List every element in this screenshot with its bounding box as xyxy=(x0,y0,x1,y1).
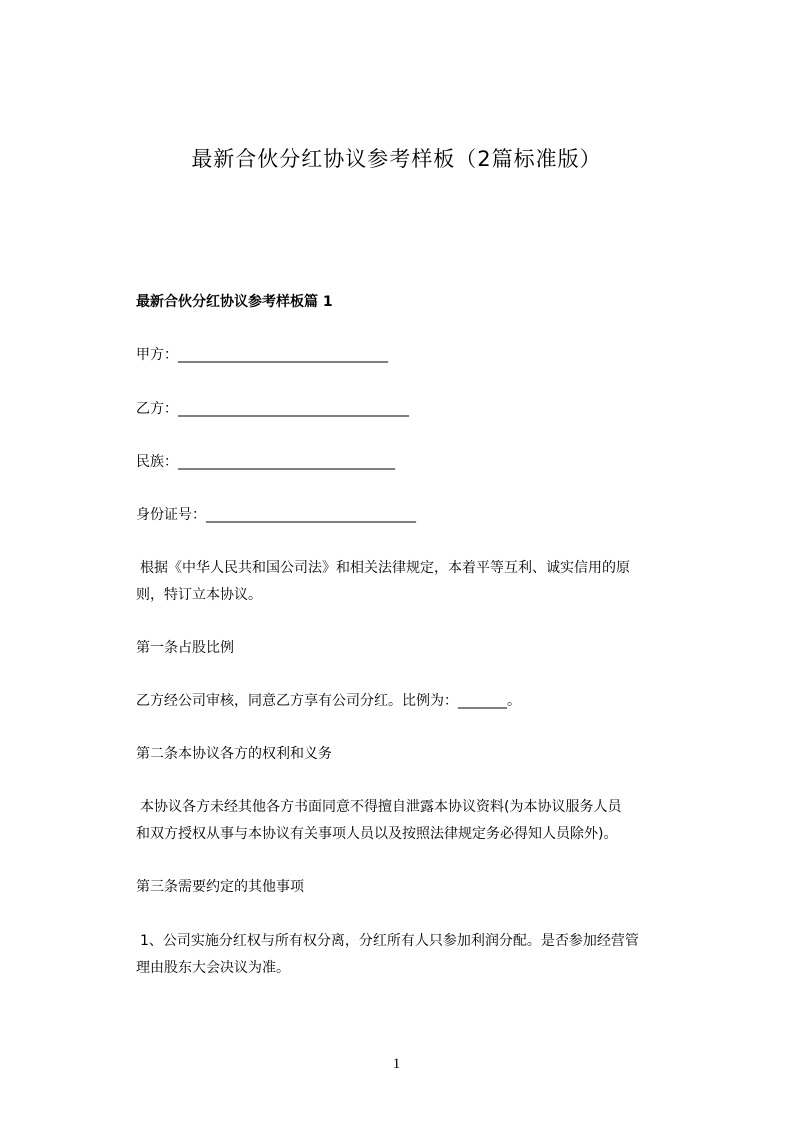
article-2-line-1: 本协议各方未经其他各方书面同意不得擅自泄露本协议资料(为本协议服务人员 xyxy=(140,799,622,815)
article-1-body: 乙方经公司审核，同意乙方享有公司分红。比例为：_______。 xyxy=(136,693,521,709)
page-number: 1 xyxy=(392,1056,401,1072)
id-number-field: 身份证号：______________________________ xyxy=(136,507,416,523)
document-title: 最新合伙分红协议参考样板（2篇标准版） xyxy=(191,147,602,171)
preamble-line-1: 根据《中华人民共和国公司法》和相关法律规定，本着平等互利、诚实信用的原 xyxy=(140,560,630,576)
article-2-heading: 第二条本协议各方的权利和义务 xyxy=(136,746,332,762)
preamble-line-2: 则，特订立本协议。 xyxy=(136,587,262,603)
article-2-line-2: 和双方授权从事与本协议有关事项人员以及按照法律规定务必得知人员除外)。 xyxy=(136,826,618,842)
article-3-heading: 第三条需要约定的其他事项 xyxy=(136,879,304,895)
ethnicity-field: 民族：_______________________________ xyxy=(136,454,395,470)
party-b-field: 乙方：_________________________________ xyxy=(136,401,409,417)
article-1-heading: 第一条占股比例 xyxy=(136,640,234,656)
section-heading: 最新合伙分红协议参考样板篇 1 xyxy=(136,294,333,310)
article-3-item-1-line-1: 1、公司实施分红权与所有权分离，分红所有人只参加利润分配。是否参加经营管 xyxy=(140,933,639,949)
article-3-item-1-line-2: 理由股东大会决议为准。 xyxy=(136,960,290,976)
party-a-field: 甲方：______________________________ xyxy=(136,347,388,363)
